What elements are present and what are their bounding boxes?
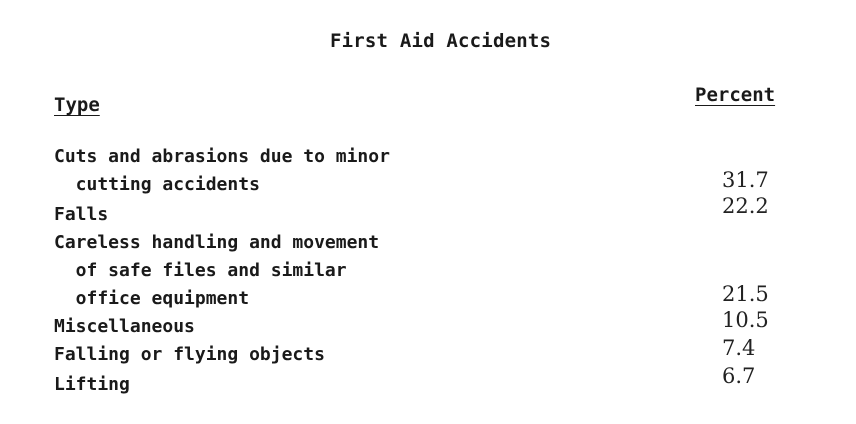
row-type-line: Lifting: [54, 374, 130, 395]
row-type-line: Careless handling and movement: [54, 232, 380, 253]
row-type-line: of safe files and similar: [54, 260, 347, 281]
row-type-line: Falls: [54, 204, 109, 225]
row-type-line: cutting accidents: [54, 174, 260, 195]
row-percent: 21.5: [722, 282, 769, 306]
row-percent: 7.4: [722, 336, 756, 360]
row-percent: 10.5: [722, 308, 769, 332]
row-type-line: Miscellaneous: [54, 316, 195, 337]
row-type-line: Falling or flying objects: [54, 344, 325, 365]
row-type-line: office equipment: [54, 288, 250, 309]
column-header-type: Type: [54, 94, 100, 116]
row-percent: 31.7: [722, 168, 769, 192]
table-title: First Aid Accidents: [330, 30, 552, 52]
row-percent: 22.2: [722, 194, 769, 218]
row-percent: 6.7: [722, 364, 756, 388]
column-header-percent: Percent: [695, 84, 776, 106]
row-type-line: Cuts and abrasions due to minor: [54, 146, 390, 167]
